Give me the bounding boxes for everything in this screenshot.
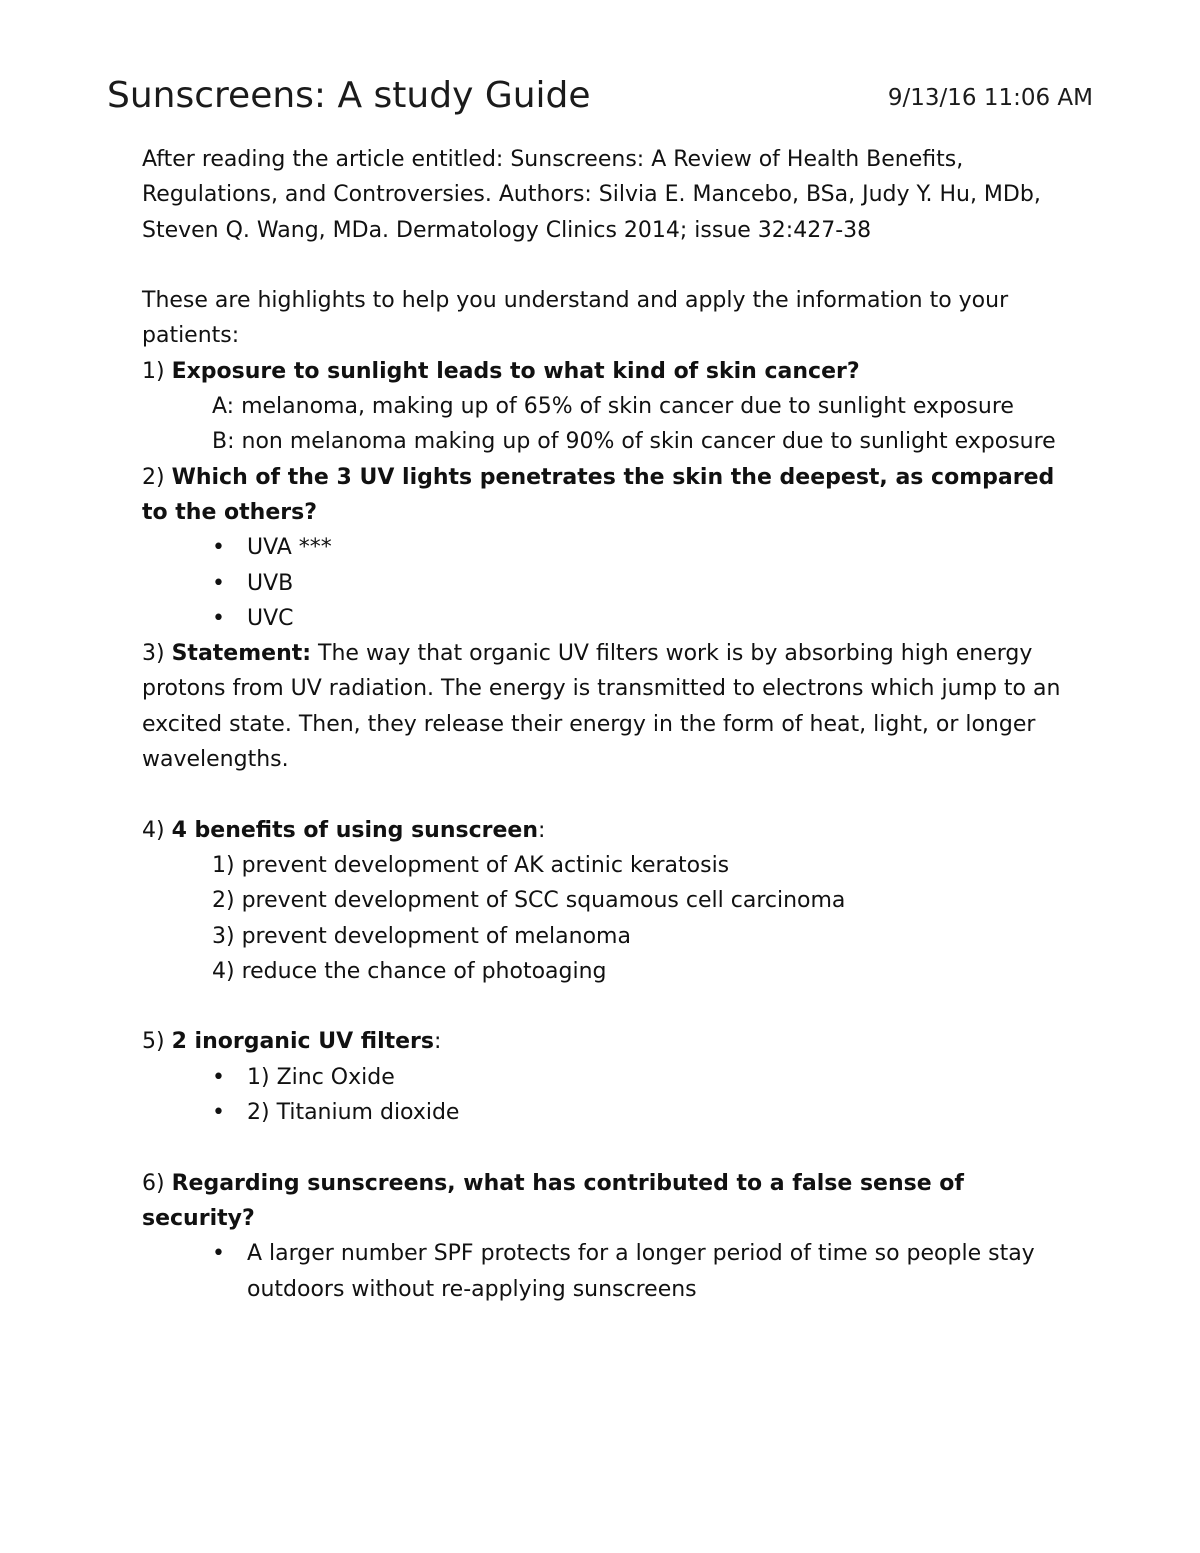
- question-2: [142, 460, 1082, 531]
- benefit-item: 3) prevent development of melanoma: [212, 923, 631, 949]
- question-text: Which of the 3 UV lights penetrates the skin the deepest, as compared to the others?: [142, 464, 1055, 525]
- question-text: Exposure to sunlight leads to what kind of skin cancer?: [171, 358, 860, 384]
- question-suffix: :: [538, 817, 546, 843]
- list-item-text: 2) Titanium dioxide: [247, 1100, 460, 1126]
- question-number: 2): [142, 464, 172, 490]
- question-1: [142, 354, 1082, 389]
- document-datetime: 9/13/16 11:06 AM: [887, 85, 1093, 111]
- bullet-list: [142, 1060, 1082, 1131]
- question-text: Regarding sunscreens, what has contributed to a false sense of security?: [142, 1170, 964, 1231]
- question-text: 2 inorganic UV filters: [171, 1029, 434, 1055]
- spacer: [142, 989, 1082, 1024]
- document-header: [107, 72, 1093, 120]
- benefit-item: 4) reduce the chance of photoaging: [212, 958, 607, 984]
- list-item-text: UVB: [247, 570, 294, 596]
- list-item-text: A larger number SPF protects for a longer period of time so people stay outdoors without re-applying sunscreens: [247, 1241, 1035, 1302]
- spacer: [142, 248, 1082, 283]
- list-item: [212, 1060, 1082, 1095]
- list-item-text: UVA ***: [247, 535, 332, 561]
- benefit-item: 1) prevent development of AK actinic keratosis: [212, 852, 730, 878]
- list-item: [212, 566, 1082, 601]
- bullet-list: [142, 530, 1082, 636]
- question-5: [142, 1024, 1082, 1059]
- spacer: [142, 1130, 1082, 1165]
- citation-paragraph: After reading the article entitled: Sunscreens: A Review of Health Benefits, Regulations, and Controversies. Authors: Silvia E. Mancebo, BSa, Judy Y. Hu, MDb, Steven Q. Wang, MDa. Dermatology Clinics 2014; issue 32:427-38: [142, 147, 1041, 243]
- bullet-icon: •: [212, 570, 225, 596]
- question-suffix: :: [434, 1029, 442, 1055]
- question-number: 1): [142, 358, 172, 384]
- answer-item: B: non melanoma making up of 90% of skin cancer due to sunlight exposure: [212, 429, 1056, 455]
- list-item: [212, 601, 1082, 636]
- question-number: 3): [142, 641, 172, 667]
- bullet-list: [142, 1236, 1082, 1307]
- list-item-text: UVC: [247, 605, 294, 631]
- highlights-paragraph: These are highlights to help you understand and apply the information to your patients:: [142, 288, 1009, 349]
- list-item: [212, 1095, 1082, 1130]
- bullet-icon: •: [212, 1241, 225, 1267]
- question-6: [142, 1166, 1082, 1237]
- question-number: 5): [142, 1029, 172, 1055]
- list-item-text: 1) Zinc Oxide: [247, 1064, 395, 1090]
- bullet-icon: •: [212, 1100, 225, 1126]
- bullet-icon: •: [212, 605, 225, 631]
- question-4: [142, 813, 1082, 848]
- question-text: 4 benefits of using sunscreen: [171, 817, 538, 843]
- benefit-item: 2) prevent development of SCC squamous cell carcinoma: [212, 888, 846, 914]
- statement-text: The way that organic UV filters work is by absorbing high energy protons from UV radiation. The energy is transmitted to electrons which jump to an excited state. Then, they release their energy in the form of heat, light, or longer wavelengths.: [142, 641, 1061, 773]
- document-body: [142, 142, 1082, 1307]
- question-number: 6): [142, 1170, 172, 1196]
- statement-3: [142, 636, 1082, 777]
- spacer: [142, 777, 1082, 812]
- list-item: [212, 530, 1082, 565]
- bullet-icon: •: [212, 1064, 225, 1090]
- bullet-icon: •: [212, 535, 225, 561]
- statement-label: Statement:: [171, 641, 312, 667]
- answer-item: A: melanoma, making up of 65% of skin cancer due to sunlight exposure: [212, 394, 1014, 420]
- list-item: [212, 1236, 1082, 1307]
- document-title: Sunscreens: A study Guide: [107, 75, 591, 116]
- question-number: 4): [142, 817, 172, 843]
